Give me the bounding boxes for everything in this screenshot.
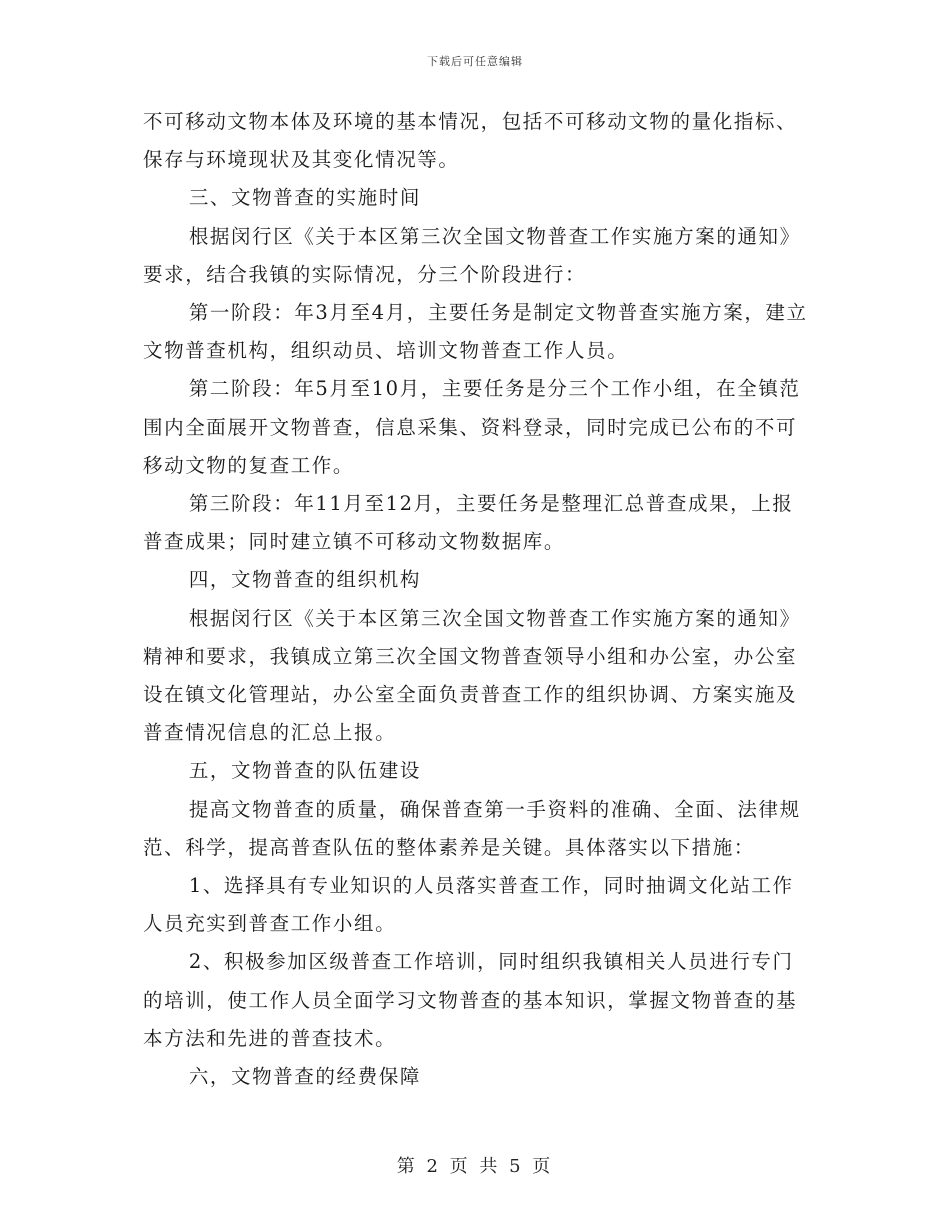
paragraph-measure-one: 1、选择具有专业知识的人员落实普查工作，同时抽调文化站工作人员充实到普查工作小组。: [143, 874, 794, 936]
paragraph-measure-two: 2、积极参加区级普查工作培训，同时组织我镇相关人员进行专门的培训，使工作人员全面学习文物普查的基本知识，掌握文物普查的基本方法和先进的普查技术。: [143, 950, 798, 1050]
page-header-note: 下载后可任意编辑: [427, 55, 523, 68]
page-number: 第 2 页 共 5 页: [396, 1156, 554, 1177]
paragraph-phase-one: 第一阶段：年3月至4月，主要任务是制定文物普查实施方案，建立文物普查机构，组织动员、培训文物普查工作人员。: [143, 301, 808, 363]
paragraph-team-intro: 提高文物普查的质量，确保普查第一手资料的准确、全面、法律规范、科学，提高普查队伍的整体素养是关键。具体落实以下措施：: [143, 797, 801, 859]
paragraph-organization: 根据闵行区《关于本区第三次全国文物普查工作实施方案的通知》精神和要求，我镇成立第三次全国文物普查领导小组和办公室，办公室设在镇文化管理站，办公室全面负责普查工作的组织协调、方案实施及普查情况信息的汇总上报。: [143, 606, 801, 745]
paragraph-phase-three: 第三阶段：年11月至12月，主要任务是整理汇总普查成果，上报普查成果；同时建立镇不可移动文物数据库。: [143, 492, 794, 554]
paragraph-phase-two: 第二阶段：年5月至10月，主要任务是分三个工作小组，在全镇范围内全面展开文物普查，信息采集、资料登录，同时完成已公布的不可移动文物的复查工作。: [143, 377, 801, 477]
section-heading-funding: 六，文物普查的经费保障: [188, 1065, 421, 1089]
section-heading-schedule: 三、文物普查的实施时间: [188, 186, 421, 210]
document-body: [143, 103, 811, 1096]
paragraph-schedule-intro: 根据闵行区《关于本区第三次全国文物普查工作实施方案的通知》要求，结合我镇的实际情况，分三个阶段进行：: [143, 224, 801, 286]
section-heading-team: 五，文物普查的队伍建设: [188, 759, 421, 783]
section-heading-organization: 四，文物普查的组织机构: [188, 568, 421, 592]
paragraph-env-description: 不可移动文物本体及环境的基本情况，包括不可移动文物的量化指标、保存与环境现状及其变化情况等。: [143, 110, 798, 172]
